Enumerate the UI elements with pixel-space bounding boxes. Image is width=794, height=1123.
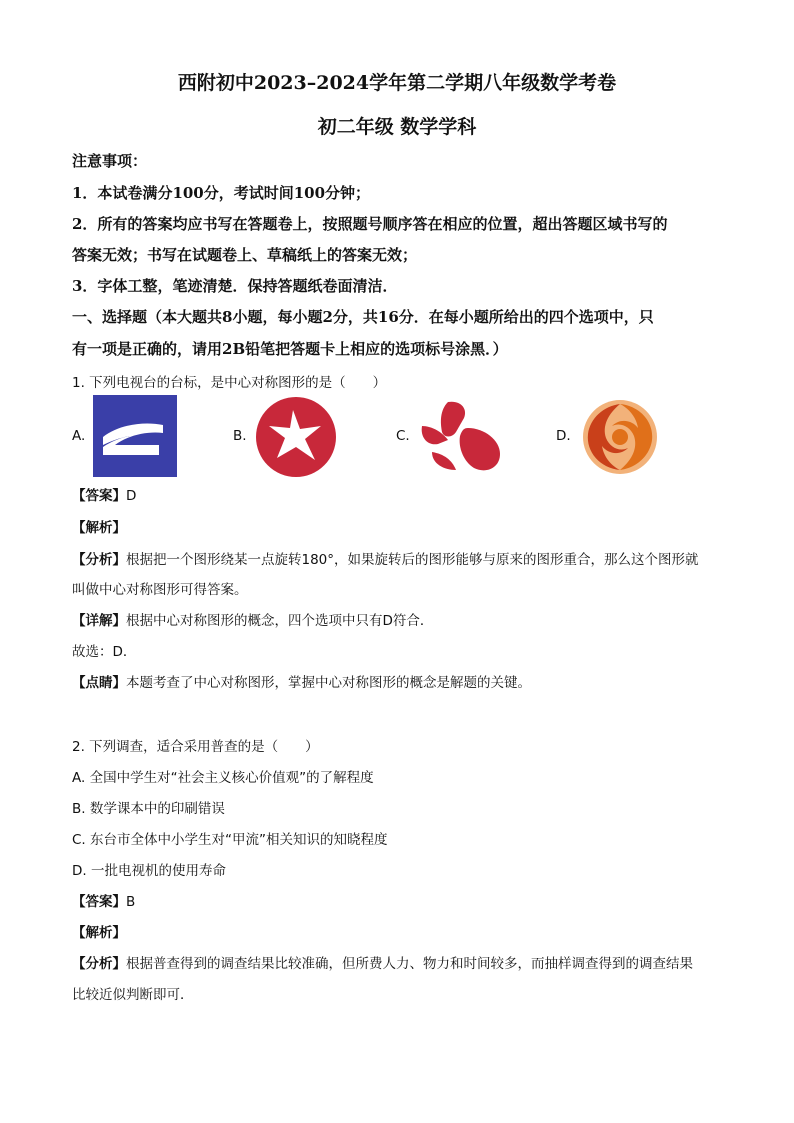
q1-xiangjie-tag: 【详解】 [72,613,126,629]
page-subtitle: 初二年级 数学学科 [317,116,477,138]
q1-fenxi-text-2: 叫做中心对称图形可得答案。 [72,582,248,598]
note-item-3: 3．字体工整，笔迹清楚．保持答题纸卷面清洁． [72,277,398,295]
q1-fenxi-tag: 【分析】 [72,552,126,568]
note-item-2-cont: 答案无效；书写在试题卷上、草稿纸上的答案无效； [72,246,418,264]
q1-dianjing-tag: 【点睛】 [72,675,126,691]
q1-option-c-label: C. [396,428,410,444]
q1-answer-value: D [126,488,137,504]
q2-option-b: B. 数学课本中的印刷错误 [72,801,225,817]
q2-fenxi-text-2: 比较近似判断即可． [72,987,194,1003]
q2-fenxi-tag: 【分析】 [72,956,126,972]
q1-fenxi [72,548,699,568]
q1-fenxi-text-1: 根据把一个图形绕某一点旋转180°，如果旋转后的图形能够与原来的图形重合，那么这个图形就 [126,552,699,568]
note-item-2: 2．所有的答案均应书写在答题卷上，按照题号顺序答在相应的位置，超出答题区域书写的 [72,215,668,233]
q1-analysis-tag: 【解析】 [72,520,126,536]
section-1-heading: 一、选择题（本大题共8小题，每小题2分，共16分．在每小题所给出的四个选项中，只 [72,308,654,326]
q1-option-b-label: B. [233,428,247,444]
q1-dianjing [72,671,531,691]
q1-option-d-logo [580,398,660,476]
q2-fenxi-text-1: 根据普查得到的调查结果比较准确，但所费人力、物力和时间较多，而抽样调查得到的调查结果 [126,956,693,972]
q2-answer [72,890,135,910]
q2-stem: 2. 下列调查，适合采用普查的是（ ） [72,739,319,755]
section-1-heading-cont: 有一项是正确的，请用2B铅笔把答题卡上相应的选项标号涂黑．） [72,340,508,358]
q1-answer-tag: 【答案】 [72,488,126,504]
q2-fenxi [72,952,693,972]
q1-option-b-logo [255,396,337,478]
note-item-1: 1．本试卷满分100分，考试时间100分钟； [72,184,371,202]
q1-xiangjie-text: 根据中心对称图形的概念，四个选项中只有D符合． [126,613,434,629]
q2-option-d: D. 一批电视机的使用寿命 [72,863,226,879]
q2-analysis-tag: 【解析】 [72,925,126,941]
q2-option-c: C. 东台市全体中小学生对“甲流”相关知识的知晓程度 [72,832,388,848]
notes-heading: 注意事项： [72,152,148,170]
q1-option-a-logo [93,395,177,477]
q1-dianjing-text: 本题考查了中心对称图形，掌握中心对称图形的概念是解题的关键。 [126,675,531,691]
q2-answer-value: B [126,894,136,910]
q1-option-a-label: A. [72,428,86,444]
q1-answer [72,484,136,504]
q1-option-c-logo [418,398,504,474]
q2-answer-tag: 【答案】 [72,894,126,910]
q1-guxuan: 故选：D． [72,644,137,660]
page-title: 西附初中2023–2024学年第二学期八年级数学考卷 [177,72,617,94]
q2-option-a: A. 全国中学生对“社会主义核心价值观”的了解程度 [72,770,374,786]
q1-xiangjie [72,609,433,629]
q1-option-d-label: D. [556,428,571,444]
q1-stem: 1. 下列电视台的台标，是中心对称图形的是（ ） [72,375,387,391]
